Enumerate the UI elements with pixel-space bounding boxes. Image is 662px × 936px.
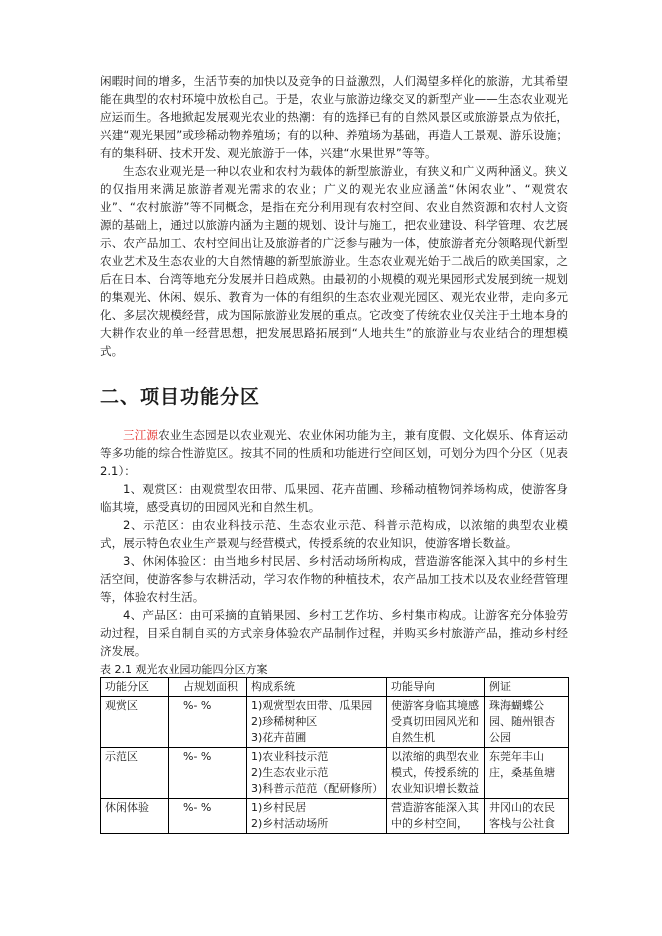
system-line: 2)生态农业示范	[251, 766, 329, 779]
cell-example: 珠海蝴蝶公园、随州银杏公园	[485, 697, 569, 748]
header-zone: 功能分区	[101, 678, 169, 697]
zone-item-leisure: 3、休闲体验区：由当地乡村民居、乡村活动场所构成，营造游客能深入其中的乡村生活空间，使游客参与农耕活动，学习农作物的种植技术，农产品加工技术以及农业经营管理等，体验农村生活。	[100, 554, 568, 604]
zone-item-viewing: 1、观赏区：由观赏型农田带、瓜果园、花卉苗圃、珍稀动植物饲养场构成，使游客身临其境，感受真切的田园风光和自然生机。	[100, 482, 568, 514]
cell-systems	[247, 748, 387, 799]
system-line: 1)乡村民居	[251, 801, 307, 814]
intro-paragraph-1: 闲暇时间的增多，生活节奏的加快以及竞争的日益激烈，人们渴望多样化的旅游，尤其希望能在典型的农村环境中放松自己。于是，农业与旅游边缘交叉的新型产业——生态农业观光应运而生。各地掀起发展观光农业的热潮：有的选择已有的自然风景区或旅游景点为依托，兴建“观光果园”或珍稀动物养殖场；有的以种、养殖场为基础，再造人工景观、游乐设施；有的集科研、技术开发、观光旅游于一体，兴建“水果世界”等等。	[100, 74, 568, 160]
table-caption: 表 2.1 观光农业园功能四分区方案	[100, 663, 268, 676]
cell-area: %- %	[169, 697, 247, 748]
header-area: 占规划面积	[169, 678, 247, 697]
section-heading: 二、项目功能分区	[100, 386, 261, 408]
cell-function: 使游客身临其境感受真切田园风光和自然生机	[387, 697, 485, 748]
header-function: 功能导向	[387, 678, 485, 697]
section-lead-paragraph	[100, 426, 568, 480]
zoning-table	[100, 677, 569, 834]
table-row	[101, 799, 569, 834]
system-line: 3)花卉苗圃	[251, 731, 307, 744]
cell-function: 以浓缩的典型农业模式，传授系统的农业知识增长数益	[387, 748, 485, 799]
intro-paragraph-2: 生态农业观光是一种以农业和农村为载体的新型旅游业，有狭义和广义两种涵义。狭义的仅指用来满足旅游者观光需求的农业；广义的观光农业应涵盖“休闲农业”、“观赏农业”、“农村旅游”等不同概念，是指在充分利用现有农村空间、农业自然资源和农村人文资源的基础上，通过以旅游内涵为主题的规划、设计与施工，把农业建设、科学管理、农艺展示、农产品加工、农村空间出让及旅游者的广泛参与融为一体，使旅游者充分领略现代新型农业艺术及生态农业的大自然情趣的新型旅游业。生态农业观光始于二战后的欧美国家，之后在日本、台湾等地充分发展并日趋成熟。由最初的小规模的观光果园形式发展到统一规划的集观光、休闲、娱乐、教育为一体的有组织的生态农业观光园区、观光农业带，走向多元化、多层次规模经营，成为国际旅游业发展的重点。它改变了传统农业仅关注于土地本身的大耕作农业的单一经营思想，把发展思路拓展到“人地共生”的旅游业与农业结合的理想模式。	[100, 164, 568, 358]
header-systems: 构成系统	[247, 678, 387, 697]
cell-zone: 休闲体验	[101, 799, 169, 834]
cell-example: 井冈山的农民客栈与公社食	[485, 799, 569, 834]
system-line: 3)科普示范范（配研修所）	[251, 782, 384, 795]
cell-zone: 示范区	[101, 748, 169, 799]
cell-example: 东莞年丰山庄，桑基鱼塘	[485, 748, 569, 799]
cell-area: %- %	[169, 748, 247, 799]
zone-item-product: 4、产品区：由可采摘的直销果园、乡村工艺作坊、乡村集市构成。让游客充分体验劳动过程，目采自制自买的方式亲身体验农产品制作过程，并购买乡村旅游产品，推动乡村经济发展。	[100, 608, 568, 658]
park-name: 三江源	[123, 428, 159, 442]
cell-systems	[247, 799, 387, 834]
cell-function: 营造游客能深入其中的乡村空间，	[387, 799, 485, 834]
cell-area: %- %	[169, 799, 247, 834]
cell-systems	[247, 697, 387, 748]
table-header-row	[101, 678, 569, 697]
system-line: 1)农业科技示范	[251, 750, 329, 763]
section-lead-text: 农业生态园是以农业观光、农业休闲功能为主，兼有度假、文化娱乐、体育运动等多功能的综合性游览区。按其不同的性质和功能进行空间区划，可划分为四个分区（见表 2.1）：	[100, 428, 568, 478]
table-row	[101, 748, 569, 799]
system-line: 1)观赏型农田带、瓜果园 2)珍稀树种区	[251, 699, 373, 728]
table-row	[101, 697, 569, 748]
system-line: 2)乡村活动场所	[251, 817, 329, 830]
zone-item-demonstration: 2、示范区：由农业科技示范、生态农业示范、科普示范构成，以浓缩的典型农业模式，展示特色农业生产景观与经营模式，传授系统的农业知识，使游客增长数益。	[100, 518, 568, 550]
document-page	[100, 72, 568, 834]
cell-zone: 观赏区	[101, 697, 169, 748]
header-example: 例证	[485, 678, 569, 697]
